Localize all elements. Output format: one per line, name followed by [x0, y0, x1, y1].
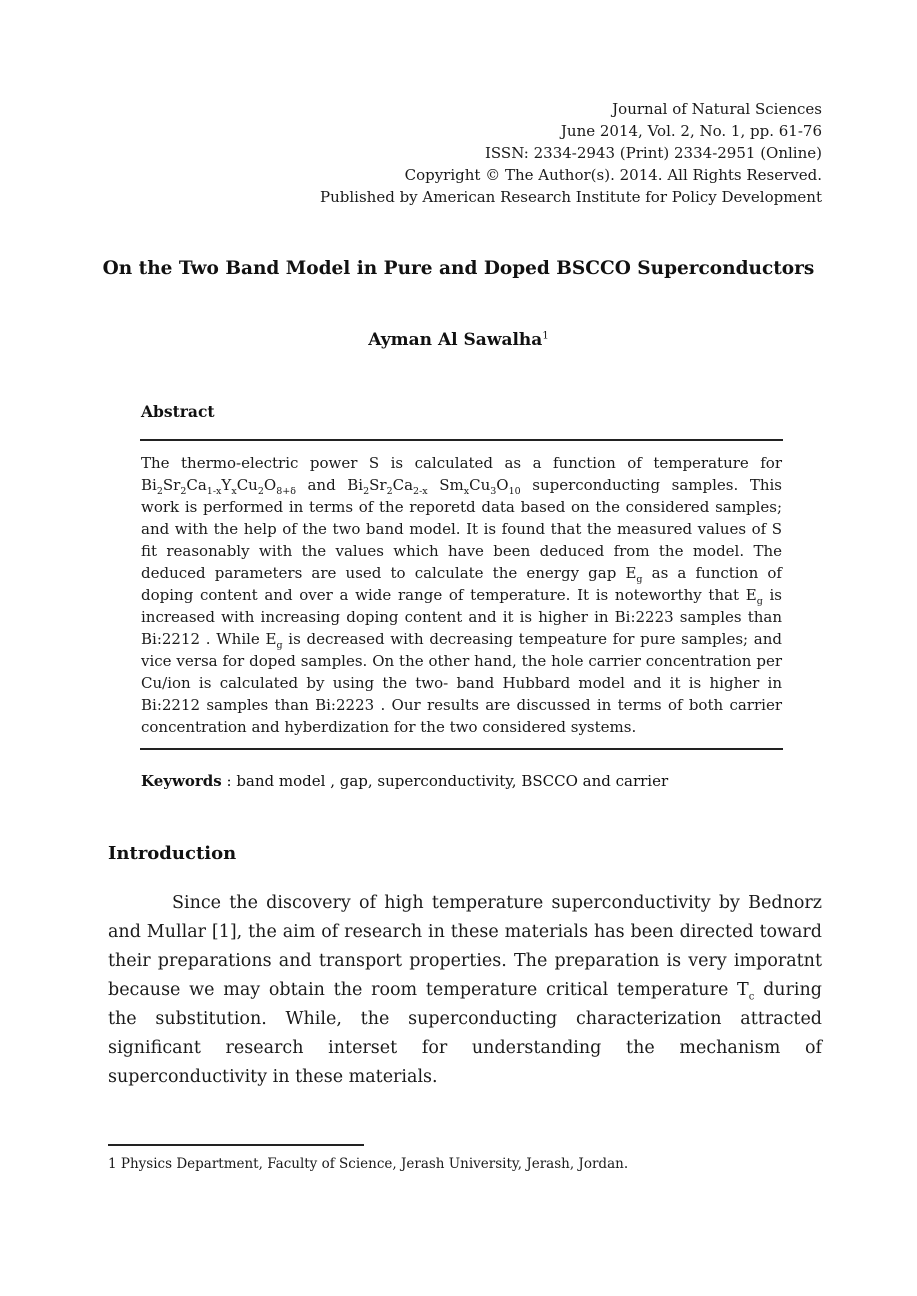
journal-publisher: Published by American Research Institute for Policy Development [320, 188, 822, 206]
abstract-text-1: The thermo-electric power S is calculated as a function of temperature for [141, 454, 782, 472]
keywords-line [141, 772, 668, 790]
formula-sub: x [231, 486, 237, 497]
journal-info [262, 98, 822, 208]
formula-bi2223-sm [347, 476, 521, 497]
formula-sub: 2-x [413, 486, 428, 497]
intro-text-1: Since the discovery of high temperature superconductivity by Bednorz and Mullar [1], the aim of research in these materials has been directed toward their preparations and transport properties. The preparation is very imporatnt because we may obtain the room temperature critical temperature [108, 893, 822, 1000]
formula-sub: 1-x [206, 486, 222, 497]
footnote-text: Physics Department, Faculty of Science, Jerash University, Jerash, Jordan. [116, 1156, 629, 1172]
energy-gap-sub: g [276, 640, 283, 651]
keywords-text: : band model , gap, superconductivity, BSCCO and carrier [221, 772, 669, 790]
formula-part: Ca [392, 476, 414, 494]
formula-part: Y [221, 476, 232, 494]
formula-part: Sr [369, 476, 387, 494]
formula-part: Bi [141, 476, 157, 494]
footnote [108, 1156, 628, 1172]
abstract-bottom-rule [140, 748, 783, 750]
abstract-text-3: superconducting samples. This work is performed in terms of the reporetd data based on the considered samples; and with the help of the two band model. It is found that the measured values of S fit reasonably with the values which have been deduced from the model. The deduced parameters are used to calculate the energy gap [141, 476, 782, 582]
formula-sub: 2 [156, 486, 163, 497]
abstract-text-2: and [295, 476, 348, 494]
formula-part: Sm [427, 476, 464, 494]
formula-part: Cu [469, 476, 491, 494]
formula-sub: 10 [508, 486, 521, 497]
formula-bi2212-y [141, 476, 296, 497]
formula-sub: 8+δ [276, 486, 296, 497]
author-footnote-mark: 1 [542, 330, 549, 342]
formula-part: Cu [236, 476, 258, 494]
abstract-heading: Abstract [141, 402, 215, 421]
journal-issn: ISSN: 2334-2943 (Print) 2334-2951 (Online) [484, 144, 822, 162]
energy-gap-symbol: E [745, 586, 757, 604]
abstract-text-6: is decreased with decreasing tempeature for pure samples; and vice versa for doped samples. On the other hand, the hole carrier concentration per Cu/ion is calculated by using the two- band Hubbard model and it is higher in Bi:2212 samples than Bi:2223 . Our results are discussed in terms of both carrier concentration and hyberdization for the two considered systems. [141, 630, 782, 736]
energy-gap-symbol: E [625, 564, 637, 582]
abstract-body [141, 452, 782, 738]
formula-sub: 2 [180, 486, 187, 497]
formula-part: O [496, 476, 509, 494]
critical-temperature-symbol: T [737, 980, 749, 1000]
footnote-mark: 1 [108, 1156, 117, 1172]
journal-name: Journal of Natural Sciences [612, 100, 822, 118]
abstract-text-4: as a function of doping content and over a wide range of temperature. It is noteworthy that [141, 564, 782, 604]
paper-title: On the Two Band Model in Pure and Doped BSCCO Superconductors [102, 258, 815, 279]
formula-sub: 2 [363, 486, 370, 497]
author-line [0, 330, 917, 350]
energy-gap-sub: g [636, 574, 643, 585]
keywords-label: Keywords [141, 772, 222, 790]
author-name: Ayman Al Sawalha [368, 330, 543, 350]
formula-sub: 2 [257, 486, 264, 497]
abstract-top-rule [140, 439, 783, 441]
footnote-rule [108, 1144, 364, 1146]
journal-issue: June 2014, Vol. 2, No. 1, pp. 61-76 [560, 122, 822, 140]
abstract-paragraph [141, 452, 782, 738]
formula-part: Sr [162, 476, 181, 494]
formula-sub: 2 [386, 486, 393, 497]
energy-gap-sub: g [756, 596, 763, 607]
energy-gap-symbol: E [265, 630, 277, 648]
formula-part: Ca [186, 476, 207, 494]
intro-text-2: during the substitution. While, the superconducting characterization attracted significant research interset for understanding the mechanism of superconductivity in these materials. [108, 980, 822, 1087]
journal-copyright: Copyright © The Author(s). 2014. All Rights Reserved. [404, 166, 822, 184]
introduction-paragraph [108, 889, 822, 1092]
formula-sub: x [463, 486, 470, 497]
formula-part: O [263, 476, 277, 494]
critical-temperature-sub: c [748, 991, 755, 1003]
formula-part: Bi [347, 476, 364, 494]
formula-sub: 3 [490, 486, 497, 497]
introduction-heading: Introduction [108, 843, 237, 864]
abstract-text-5: is increased with increasing doping content and it is higher in Bi:2223 samples than Bi:2212 . While [141, 586, 782, 648]
introduction-body [108, 889, 822, 1092]
